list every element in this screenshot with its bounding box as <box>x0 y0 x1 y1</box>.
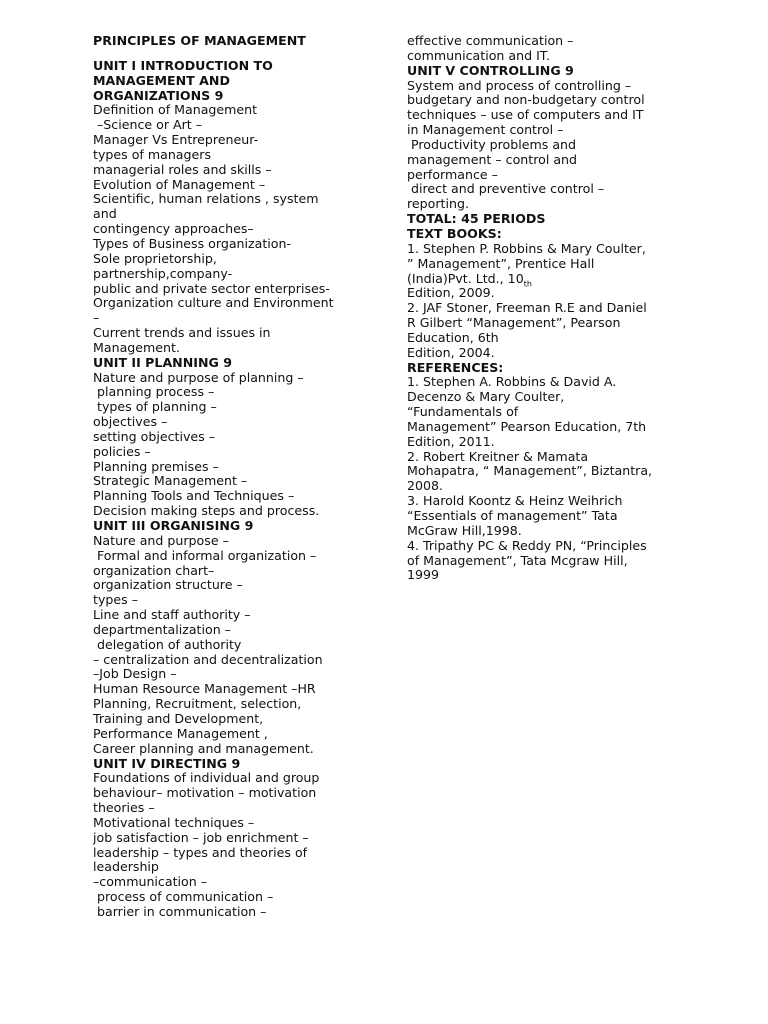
text-line <box>407 93 682 108</box>
text-line <box>407 49 682 64</box>
line-text: and <box>93 206 117 222</box>
line-text: UNIT V CONTROLLING 9 <box>407 62 574 78</box>
text-line <box>93 697 363 712</box>
text-line <box>93 296 363 311</box>
text-line <box>93 534 363 549</box>
text-line <box>93 771 363 786</box>
line-text: Management” Pearson Education, 7th <box>407 418 647 434</box>
line-text: budgetary and non-budgetary control <box>407 92 645 108</box>
text-line <box>93 653 363 668</box>
text-line <box>93 489 363 504</box>
text-line <box>93 148 363 163</box>
line-text: partnership,company- <box>93 265 233 281</box>
line-text: Planning, Recruitment, selection, <box>93 696 302 712</box>
text-line <box>407 346 682 361</box>
line-text: –Science or Art – <box>93 117 203 133</box>
text-line <box>93 593 363 608</box>
line-text: types – <box>93 592 138 608</box>
line-text: theories – <box>93 800 155 816</box>
text-line <box>407 524 682 539</box>
line-text: Performance Management , <box>93 725 268 741</box>
line-text: “Fundamentals of <box>407 404 519 420</box>
line-text: techniques – use of computers and IT <box>407 107 644 123</box>
line-text: leadership <box>93 859 159 875</box>
line-text: setting objectives – <box>93 428 216 444</box>
line-text: Decenzo & Mary Coulter, <box>407 389 565 405</box>
text-line <box>407 197 682 212</box>
text-line <box>407 554 682 569</box>
line-text: communication and IT. <box>407 47 551 63</box>
line-text: of Management”, Tata Mcgraw Hill, <box>407 552 628 568</box>
text-line <box>93 504 363 519</box>
text-line <box>93 178 363 193</box>
text-line <box>93 311 363 326</box>
line-text: UNIT I INTRODUCTION TO <box>93 57 273 73</box>
section-heading <box>93 519 363 534</box>
line-text: job satisfaction – job enrichment – <box>93 829 309 845</box>
line-text: 2. JAF Stoner, Freeman R.E and Daniel <box>407 300 647 316</box>
line-text: ORGANIZATIONS 9 <box>93 87 224 103</box>
line-text: barrier in communication – <box>93 903 267 919</box>
line-text: UNIT II PLANNING 9 <box>93 354 232 370</box>
text-line <box>407 435 682 450</box>
text-line <box>93 549 363 564</box>
line-text: Edition, 2004. <box>407 344 495 360</box>
section-heading <box>407 212 682 227</box>
line-text: 2. Robert Kreitner & Mamata <box>407 448 589 464</box>
line-text: public and private sector enterprises- <box>93 280 330 296</box>
text-line <box>407 257 682 272</box>
line-text: Planning premises – <box>93 458 219 474</box>
text-line <box>93 712 363 727</box>
line-text: Edition, 2009. <box>407 285 495 301</box>
line-text: Motivational techniques – <box>93 814 255 830</box>
line-text: effective communication – <box>407 33 574 48</box>
line-text: TEXT BOOKS: <box>407 225 502 241</box>
line-text: reporting. <box>407 196 469 212</box>
text-line <box>407 123 682 138</box>
line-text: objectives – <box>93 414 168 430</box>
line-text: –communication – <box>93 874 207 890</box>
line-text: System and process of controlling – <box>407 77 632 93</box>
line-text: Scientific, human relations , system <box>93 191 319 207</box>
text-line <box>93 564 363 579</box>
text-line <box>407 301 682 316</box>
text-line <box>407 479 682 494</box>
text-line <box>407 494 682 509</box>
line-text: McGraw Hill,1998. <box>407 522 522 538</box>
text-line <box>407 375 682 390</box>
line-text: managerial roles and skills – <box>93 161 272 177</box>
line-text: Formal and informal organization – <box>93 547 317 563</box>
text-line <box>93 460 363 475</box>
text-line <box>407 509 682 524</box>
line-text: R Gilbert “Management”, Pearson <box>407 315 621 331</box>
text-line <box>407 153 682 168</box>
line-text: Mohapatra, “ Management”, Biztantra, <box>407 463 653 479</box>
text-line <box>93 727 363 742</box>
line-text: in Management control – <box>407 122 564 138</box>
text-line <box>93 430 363 445</box>
line-text: UNIT IV DIRECTING 9 <box>93 755 241 771</box>
text-line <box>93 415 363 430</box>
line-text: Planning Tools and Techniques – <box>93 488 295 504</box>
section-heading <box>407 361 682 376</box>
line-text: Nature and purpose – <box>93 532 229 548</box>
line-text: Definition of Management <box>93 102 258 118</box>
text-line <box>93 267 363 282</box>
right-column-lines <box>407 34 682 583</box>
section-heading <box>407 227 682 242</box>
line-text: 1. Stephen A. Robbins & David A. <box>407 374 617 390</box>
line-text: Edition, 2011. <box>407 433 495 449</box>
text-line <box>93 326 363 341</box>
section-heading <box>93 356 363 371</box>
text-line <box>93 801 363 816</box>
text-line <box>93 875 363 890</box>
line-text: types of planning – <box>93 399 217 415</box>
line-text: Management. <box>93 339 180 355</box>
text-line <box>407 450 682 465</box>
text-line <box>93 192 363 207</box>
line-text: Training and Development, <box>93 710 264 726</box>
line-text: –Job Design – <box>93 666 177 682</box>
line-text: Sole proprietorship, <box>93 250 217 266</box>
text-line <box>93 474 363 489</box>
line-text: Strategic Management – <box>93 473 248 489</box>
line-text: Nature and purpose of planning – <box>93 369 304 385</box>
text-line <box>93 385 363 400</box>
line-text: Organization culture and Environment <box>93 295 334 311</box>
text-line <box>93 667 363 682</box>
text-line <box>93 400 363 415</box>
text-line <box>407 568 682 583</box>
line-text: Evolution of Management – <box>93 176 266 192</box>
text-line <box>93 682 363 697</box>
line-text: UNIT III ORGANISING 9 <box>93 518 254 533</box>
line-text: planning process – <box>93 384 215 400</box>
line-text: – centralization and decentralization <box>93 651 323 667</box>
line-text: (India)Pvt. Ltd., 10 <box>407 270 524 286</box>
text-line <box>407 464 682 479</box>
section-heading <box>93 89 363 104</box>
line-text: contingency approaches– <box>93 221 254 237</box>
line-text: MANAGEMENT AND <box>93 72 230 88</box>
line-text: 4. Tripathy PC & Reddy PN, “Principles <box>407 537 647 553</box>
text-line <box>93 237 363 252</box>
line-text: Manager Vs Entrepreneur- <box>93 132 259 148</box>
line-text: departmentalization – <box>93 621 231 637</box>
text-line <box>93 623 363 638</box>
text-line <box>93 222 363 237</box>
line-text: Line and staff authority – <box>93 607 251 623</box>
line-text: 2008. <box>407 478 444 494</box>
line-text: ” Management”, Prentice Hall <box>407 255 595 271</box>
text-line <box>93 638 363 653</box>
line-text: performance – <box>407 166 498 182</box>
line-text: 3. Harold Koontz & Heinz Weihrich <box>407 493 623 509</box>
line-text: 1999 <box>407 567 440 583</box>
text-line <box>407 286 682 301</box>
line-text: types of managers <box>93 146 212 162</box>
text-line <box>93 103 363 118</box>
line-text: leadership – types and theories of <box>93 844 308 860</box>
line-text: REFERENCES: <box>407 359 504 375</box>
text-line <box>93 860 363 875</box>
left-column-lines <box>93 59 363 920</box>
text-line <box>407 405 682 420</box>
text-line <box>407 168 682 183</box>
line-text: delegation of authority <box>93 636 242 652</box>
section-heading <box>93 74 363 89</box>
text-line <box>93 445 363 460</box>
text-line <box>93 608 363 623</box>
left-column <box>93 34 363 920</box>
line-text: – <box>93 310 100 326</box>
text-line <box>93 207 363 222</box>
text-line <box>407 138 682 153</box>
line-text: Decision making steps and process. <box>93 503 320 519</box>
line-text: Human Resource Management –HR <box>93 681 316 697</box>
text-line <box>93 831 363 846</box>
line-text: management – control and <box>407 151 578 167</box>
line-text: TOTAL: 45 PERIODS <box>407 211 546 227</box>
text-line <box>407 108 682 123</box>
text-line <box>93 341 363 356</box>
superscript-suffix: th <box>523 279 532 289</box>
text-line <box>407 34 682 49</box>
line-text: Current trends and issues in <box>93 325 271 341</box>
text-line <box>93 282 363 297</box>
line-text: Productivity problems and <box>407 136 577 152</box>
text-line <box>93 133 363 148</box>
section-heading <box>93 59 363 74</box>
text-line <box>93 816 363 831</box>
section-heading <box>93 757 363 772</box>
section-heading <box>407 64 682 79</box>
line-text: organization structure – <box>93 577 243 593</box>
text-line <box>93 905 363 920</box>
line-text: “Essentials of management” Tata <box>407 508 618 523</box>
text-line <box>407 79 682 94</box>
text-line <box>407 420 682 435</box>
text-line <box>407 539 682 554</box>
text-line <box>93 786 363 801</box>
text-line <box>93 118 363 133</box>
text-line <box>93 252 363 267</box>
text-line <box>93 371 363 386</box>
line-text: policies – <box>93 443 151 459</box>
line-text: Foundations of individual and group <box>93 770 320 786</box>
line-text: 1. Stephen P. Robbins & Mary Coulter, <box>407 240 646 256</box>
document-title: PRINCIPLES OF MANAGEMENT <box>93 33 306 48</box>
text-line <box>93 742 363 757</box>
line-text: behaviour– motivation – motivation <box>93 785 317 801</box>
text-line <box>407 272 682 287</box>
text-line <box>93 846 363 861</box>
text-line <box>407 331 682 346</box>
line-text: direct and preventive control – <box>407 181 605 197</box>
text-line <box>93 890 363 905</box>
line-text: Education, 6th <box>407 329 499 345</box>
line-text: Career planning and management. <box>93 740 314 756</box>
text-line <box>93 163 363 178</box>
line-text: Types of Business organization- <box>93 235 292 251</box>
text-line <box>407 182 682 197</box>
right-column <box>407 34 682 583</box>
line-text: process of communication – <box>93 889 274 905</box>
line-text: organization chart– <box>93 562 215 578</box>
text-line <box>93 578 363 593</box>
text-line <box>407 390 682 405</box>
text-line <box>407 316 682 331</box>
text-line <box>407 242 682 257</box>
